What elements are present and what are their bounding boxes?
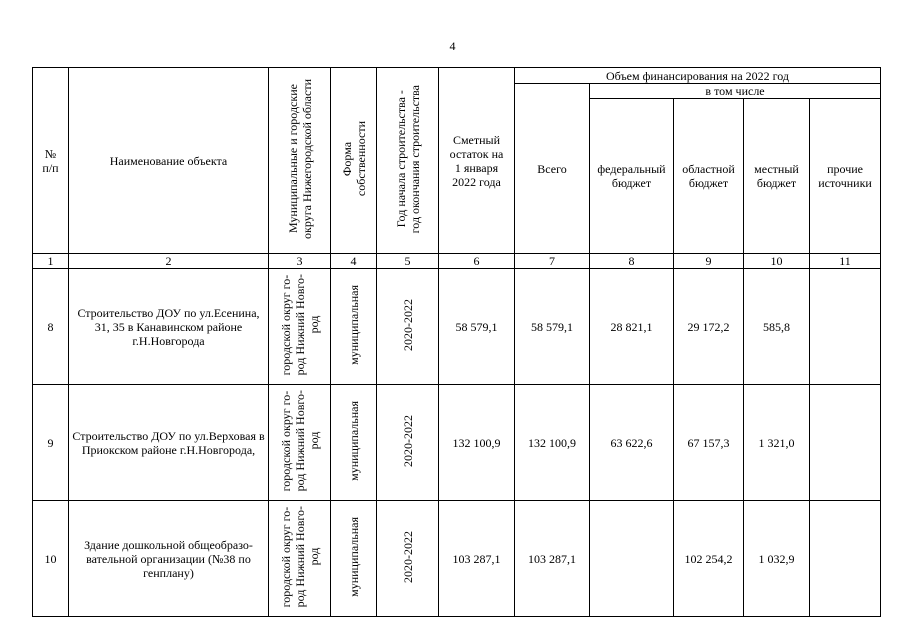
table-row [33, 269, 881, 385]
column-number-row [33, 254, 881, 269]
regional-cell: 29 172,2 [674, 269, 744, 385]
ownership-cell: муниципальная [331, 501, 377, 617]
column-number: 3 [269, 254, 331, 269]
remainder-cell: 103 287,1 [439, 501, 515, 617]
federal-cell: 63 622,6 [590, 385, 674, 501]
total-cell: 132 100,9 [515, 385, 590, 501]
header-remainder: Сметный остаток на 1 января 2022 года [439, 68, 515, 254]
header-object-name: Наименование объекта [69, 68, 269, 254]
header-total: Всего [515, 84, 590, 254]
local-cell: 585,8 [744, 269, 810, 385]
column-number: 4 [331, 254, 377, 269]
object-name: Строительство ДОУ по ул.Есенина, 31, 35 в Канавинском районе г.Н.Новгорода [69, 269, 269, 385]
column-number: 2 [69, 254, 269, 269]
row-number: 10 [33, 501, 69, 617]
header-financing: Объем финансирования на 2022 год [515, 68, 881, 84]
ownership-cell: муниципальная [331, 385, 377, 501]
years-cell: 2020-2022 [377, 501, 439, 617]
header-other: прочие источники [810, 99, 881, 254]
header-including: в том числе [590, 84, 881, 99]
header-federal: федеральный бюджет [590, 99, 674, 254]
ownership-cell: муниципальная [331, 269, 377, 385]
column-number: 6 [439, 254, 515, 269]
years-cell: 2020-2022 [377, 269, 439, 385]
table-row [33, 385, 881, 501]
header-district: Муниципальные и городские округа Нижегородской области [269, 68, 331, 254]
other-cell [810, 385, 881, 501]
table-row [33, 501, 881, 617]
other-cell [810, 269, 881, 385]
object-name: Здание дошкольной общеобразо-вательной организации (№38 по генплану) [69, 501, 269, 617]
page-number: 4 [449, 39, 456, 53]
regional-cell: 67 157,3 [674, 385, 744, 501]
column-number: 10 [744, 254, 810, 269]
header-ownership: Форма собственности [331, 68, 377, 254]
header-regional: областной бюджет [674, 99, 744, 254]
remainder-cell: 132 100,9 [439, 385, 515, 501]
row-number: 8 [33, 269, 69, 385]
column-number: 5 [377, 254, 439, 269]
header-years: Год начала строительства - год окончания строительства [377, 68, 439, 254]
remainder-cell: 58 579,1 [439, 269, 515, 385]
federal-cell [590, 501, 674, 617]
financing-table [32, 67, 881, 617]
row-number: 9 [33, 385, 69, 501]
total-cell: 103 287,1 [515, 501, 590, 617]
column-number: 7 [515, 254, 590, 269]
district-cell: городской округ го- род Нижний Новго- род [269, 269, 331, 385]
district-cell: городской округ го- род Нижний Новго- род [269, 501, 331, 617]
regional-cell: 102 254,2 [674, 501, 744, 617]
federal-cell: 28 821,1 [590, 269, 674, 385]
other-cell [810, 501, 881, 617]
local-cell: 1 321,0 [744, 385, 810, 501]
object-name: Строительство ДОУ по ул.Верховая в Приокском районе г.Н.Новгорода, [69, 385, 269, 501]
header-local: местный бюджет [744, 99, 810, 254]
column-number: 1 [33, 254, 69, 269]
years-cell: 2020-2022 [377, 385, 439, 501]
column-number: 11 [810, 254, 881, 269]
district-cell: городской округ го- род Нижний Новго- род [269, 385, 331, 501]
column-number: 9 [674, 254, 744, 269]
header-number: № п/п [33, 68, 69, 254]
column-number: 8 [590, 254, 674, 269]
local-cell: 1 032,9 [744, 501, 810, 617]
total-cell: 58 579,1 [515, 269, 590, 385]
